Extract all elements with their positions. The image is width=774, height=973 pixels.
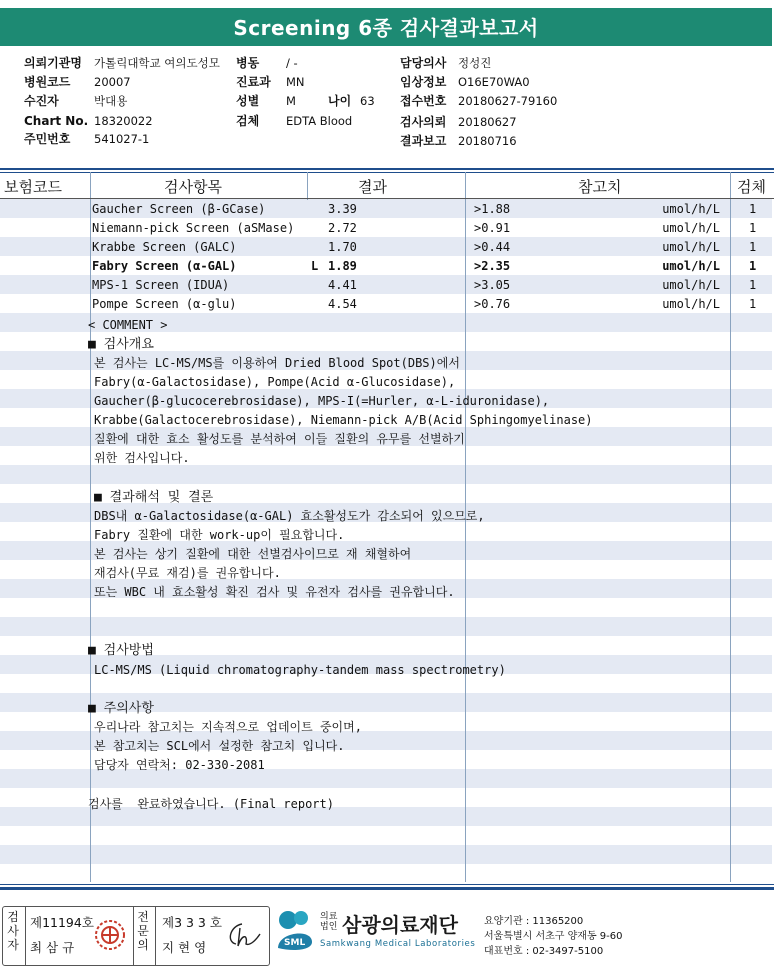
col-code: 보험코드 — [4, 178, 62, 196]
col-ref: 참고치 — [578, 178, 622, 196]
reference-range: >0.44 — [474, 240, 511, 254]
specimen-count: 1 — [749, 202, 757, 216]
comment-line: 본 검사는 상기 질환에 대한 선별검사이므로 재 채혈하여 — [94, 547, 412, 561]
patient-label: 수진자 — [24, 94, 59, 108]
comment-line: 재검사(무료 재검)를 권유합니다. — [94, 566, 281, 580]
comment-line: Fabry 질환에 대한 work-up이 필요합니다. — [94, 528, 345, 542]
col-specimen: 검체 — [737, 178, 766, 196]
result-value: 4.54 — [328, 297, 357, 311]
request-label: 검사의뢰 — [400, 115, 447, 129]
doctor-label: 담당의사 — [400, 56, 447, 70]
reference-range: >2.35 — [474, 259, 511, 273]
specimen-count: 1 — [749, 259, 757, 273]
comment-line: Krabbe(Galactocerebrosidase), Niemann-pick A/B(Acid Sphingomyelinase) — [94, 413, 593, 427]
ward-value: / - — [286, 56, 298, 70]
institution-label: 의뢰기관명 — [24, 56, 82, 70]
specimen-count: 1 — [749, 297, 757, 311]
ward-label: 병동 — [236, 56, 260, 70]
row-stripe — [0, 617, 772, 636]
hospital-code-value: 20007 — [94, 75, 131, 89]
specimen-value: EDTA Blood — [286, 114, 353, 128]
clinical-label: 임상정보 — [400, 75, 447, 89]
result-flag: L — [311, 259, 319, 273]
report-date-value: 20180716 — [458, 134, 517, 148]
result-unit: umol/h/L — [662, 240, 720, 254]
row-stripe — [0, 845, 772, 864]
column-divider — [730, 172, 731, 882]
clinical-value: O16E70WA0 — [458, 75, 530, 89]
corp-phone: 대표번호 : 02-3497-5100 — [484, 946, 604, 957]
reviewer-signature-icon — [222, 920, 262, 952]
result-unit: umol/h/L — [662, 278, 720, 292]
examiner-seal-icon — [93, 918, 127, 952]
specimen-count: 1 — [749, 221, 757, 235]
sex-value: M — [286, 94, 296, 108]
test-name: Fabry Screen (α-GAL) — [92, 259, 237, 273]
corp-address: 서울특별시 서초구 양재동 9-60 — [484, 931, 623, 942]
corp-name: 삼광의료재단 — [342, 913, 458, 937]
reference-range: >0.76 — [474, 297, 511, 311]
header-divider — [0, 168, 774, 170]
dept-label: 진료과 — [236, 75, 271, 89]
comment-line: Fabry(α-Galactosidase), Pompe(Acid α-Glucosidase), — [94, 375, 456, 389]
result-value: 4.41 — [328, 278, 357, 292]
comment-line: 담당자 연락처: 02-330-2081 — [94, 758, 265, 772]
examiner-license: 제11194호 — [30, 915, 94, 930]
id-label: 주민번호 — [24, 132, 71, 146]
org-code: 요양기관 : 11365200 — [484, 916, 584, 927]
result-value: 1.70 — [328, 240, 357, 254]
column-divider — [90, 172, 91, 882]
test-name: Niemann-pick Screen (aSMase) — [92, 221, 295, 235]
result-value: 2.72 — [328, 221, 357, 235]
sml-logo-text: SML — [284, 938, 306, 948]
comment-line: 우리나라 참고치는 지속적으로 업데이트 중이며, — [94, 720, 362, 734]
request-value: 20180627 — [458, 115, 517, 129]
comment-line: LC-MS/MS (Liquid chromatography-tandem mass spectrometry) — [94, 663, 506, 677]
result-value: 3.39 — [328, 202, 357, 216]
comment-line: 질환에 대한 효소 활성도를 분석하여 이들 질환의 유무를 선별하기 — [94, 432, 465, 446]
comment-line: 위한 검사입니다. — [94, 451, 190, 465]
header-divider-thin — [0, 172, 774, 173]
sex-label: 성별 — [236, 94, 260, 108]
id-value: 541027-1 — [94, 132, 150, 146]
test-name: MPS-1 Screen (IDUA) — [92, 278, 230, 292]
comment-line: 본 참고치는 SCL에서 설정한 참고치 입니다. — [94, 739, 345, 753]
specimen-count: 1 — [749, 278, 757, 292]
age-label: 나이 — [328, 94, 352, 108]
specimen-count: 1 — [749, 240, 757, 254]
test-name: Gaucher Screen (β-GCase) — [92, 202, 266, 216]
method-title: ■ 검사방법 — [88, 643, 154, 658]
comment-line: Gaucher(β-glucocerebrosidase), MPS-I(=Hurler, α-L-iduronidase), — [94, 394, 550, 408]
examiner-label: 검사자 — [7, 910, 19, 952]
comment-line: DBS내 α-Galactosidase(α-GAL) 효소활성도가 감소되어 있으므로, — [94, 509, 485, 523]
reference-range: >0.91 — [474, 221, 511, 235]
report-title: Screening 6종 검사결과보고서 — [0, 8, 772, 46]
doctor-value: 정성진 — [458, 56, 492, 70]
examiner-name: 최 삼 규 — [30, 940, 75, 955]
interpretation-title: ■ 결과해석 및 결론 — [94, 490, 214, 505]
overview-title: ■ 검사개요 — [88, 337, 154, 352]
result-value: 1.89 — [328, 259, 357, 273]
reviewer-label: 전문의 — [137, 910, 149, 952]
result-unit: umol/h/L — [662, 259, 720, 273]
result-unit: umol/h/L — [662, 202, 720, 216]
chart-label: Chart No. — [24, 114, 89, 128]
final-report-note: 검사를 완료하였습니다. (Final report) — [88, 797, 334, 811]
hospital-code-label: 병원코드 — [24, 75, 71, 89]
institution-value: 가톨릭대학교 여의도성모 — [94, 56, 220, 70]
col-result: 결과 — [358, 178, 387, 196]
column-divider — [465, 172, 466, 882]
report-date-label: 결과보고 — [400, 134, 447, 148]
comment-heading: < COMMENT > — [88, 318, 168, 332]
dept-value: MN — [286, 75, 305, 89]
test-name: Pompe Screen (α-glu) — [92, 297, 237, 311]
result-unit: umol/h/L — [662, 297, 720, 311]
reference-range: >1.88 — [474, 202, 511, 216]
corp-type: 의료 법인 — [320, 912, 338, 932]
reviewer-name: 지 현 영 — [162, 940, 207, 955]
comment-line: 또는 WBC 내 효소활성 확진 검사 및 유전자 검사를 권유합니다. — [94, 585, 455, 599]
receipt-value: 20180627-79160 — [458, 94, 558, 108]
table-header — [0, 174, 774, 199]
result-unit: umol/h/L — [662, 221, 720, 235]
patient-value: 박대용 — [94, 94, 128, 108]
test-name: Krabbe Screen (GALC) — [92, 240, 237, 254]
corp-english: Samkwang Medical Laboratories — [320, 939, 476, 949]
specimen-label: 검체 — [236, 114, 260, 128]
chart-value: 18320022 — [94, 114, 153, 128]
caution-title: ■ 주의사항 — [88, 701, 154, 716]
receipt-label: 접수번호 — [400, 94, 447, 108]
comment-line: 본 검사는 LC-MS/MS를 이용하여 Dried Blood Spot(DBS)에서 — [94, 356, 460, 370]
reviewer-license: 제3 3 3 호 — [162, 915, 222, 930]
age-value: 63 — [360, 94, 375, 108]
col-item: 검사항목 — [164, 178, 222, 196]
footer-divider — [0, 884, 774, 885]
footer-divider-thick — [0, 887, 774, 890]
reference-range: >3.05 — [474, 278, 511, 292]
